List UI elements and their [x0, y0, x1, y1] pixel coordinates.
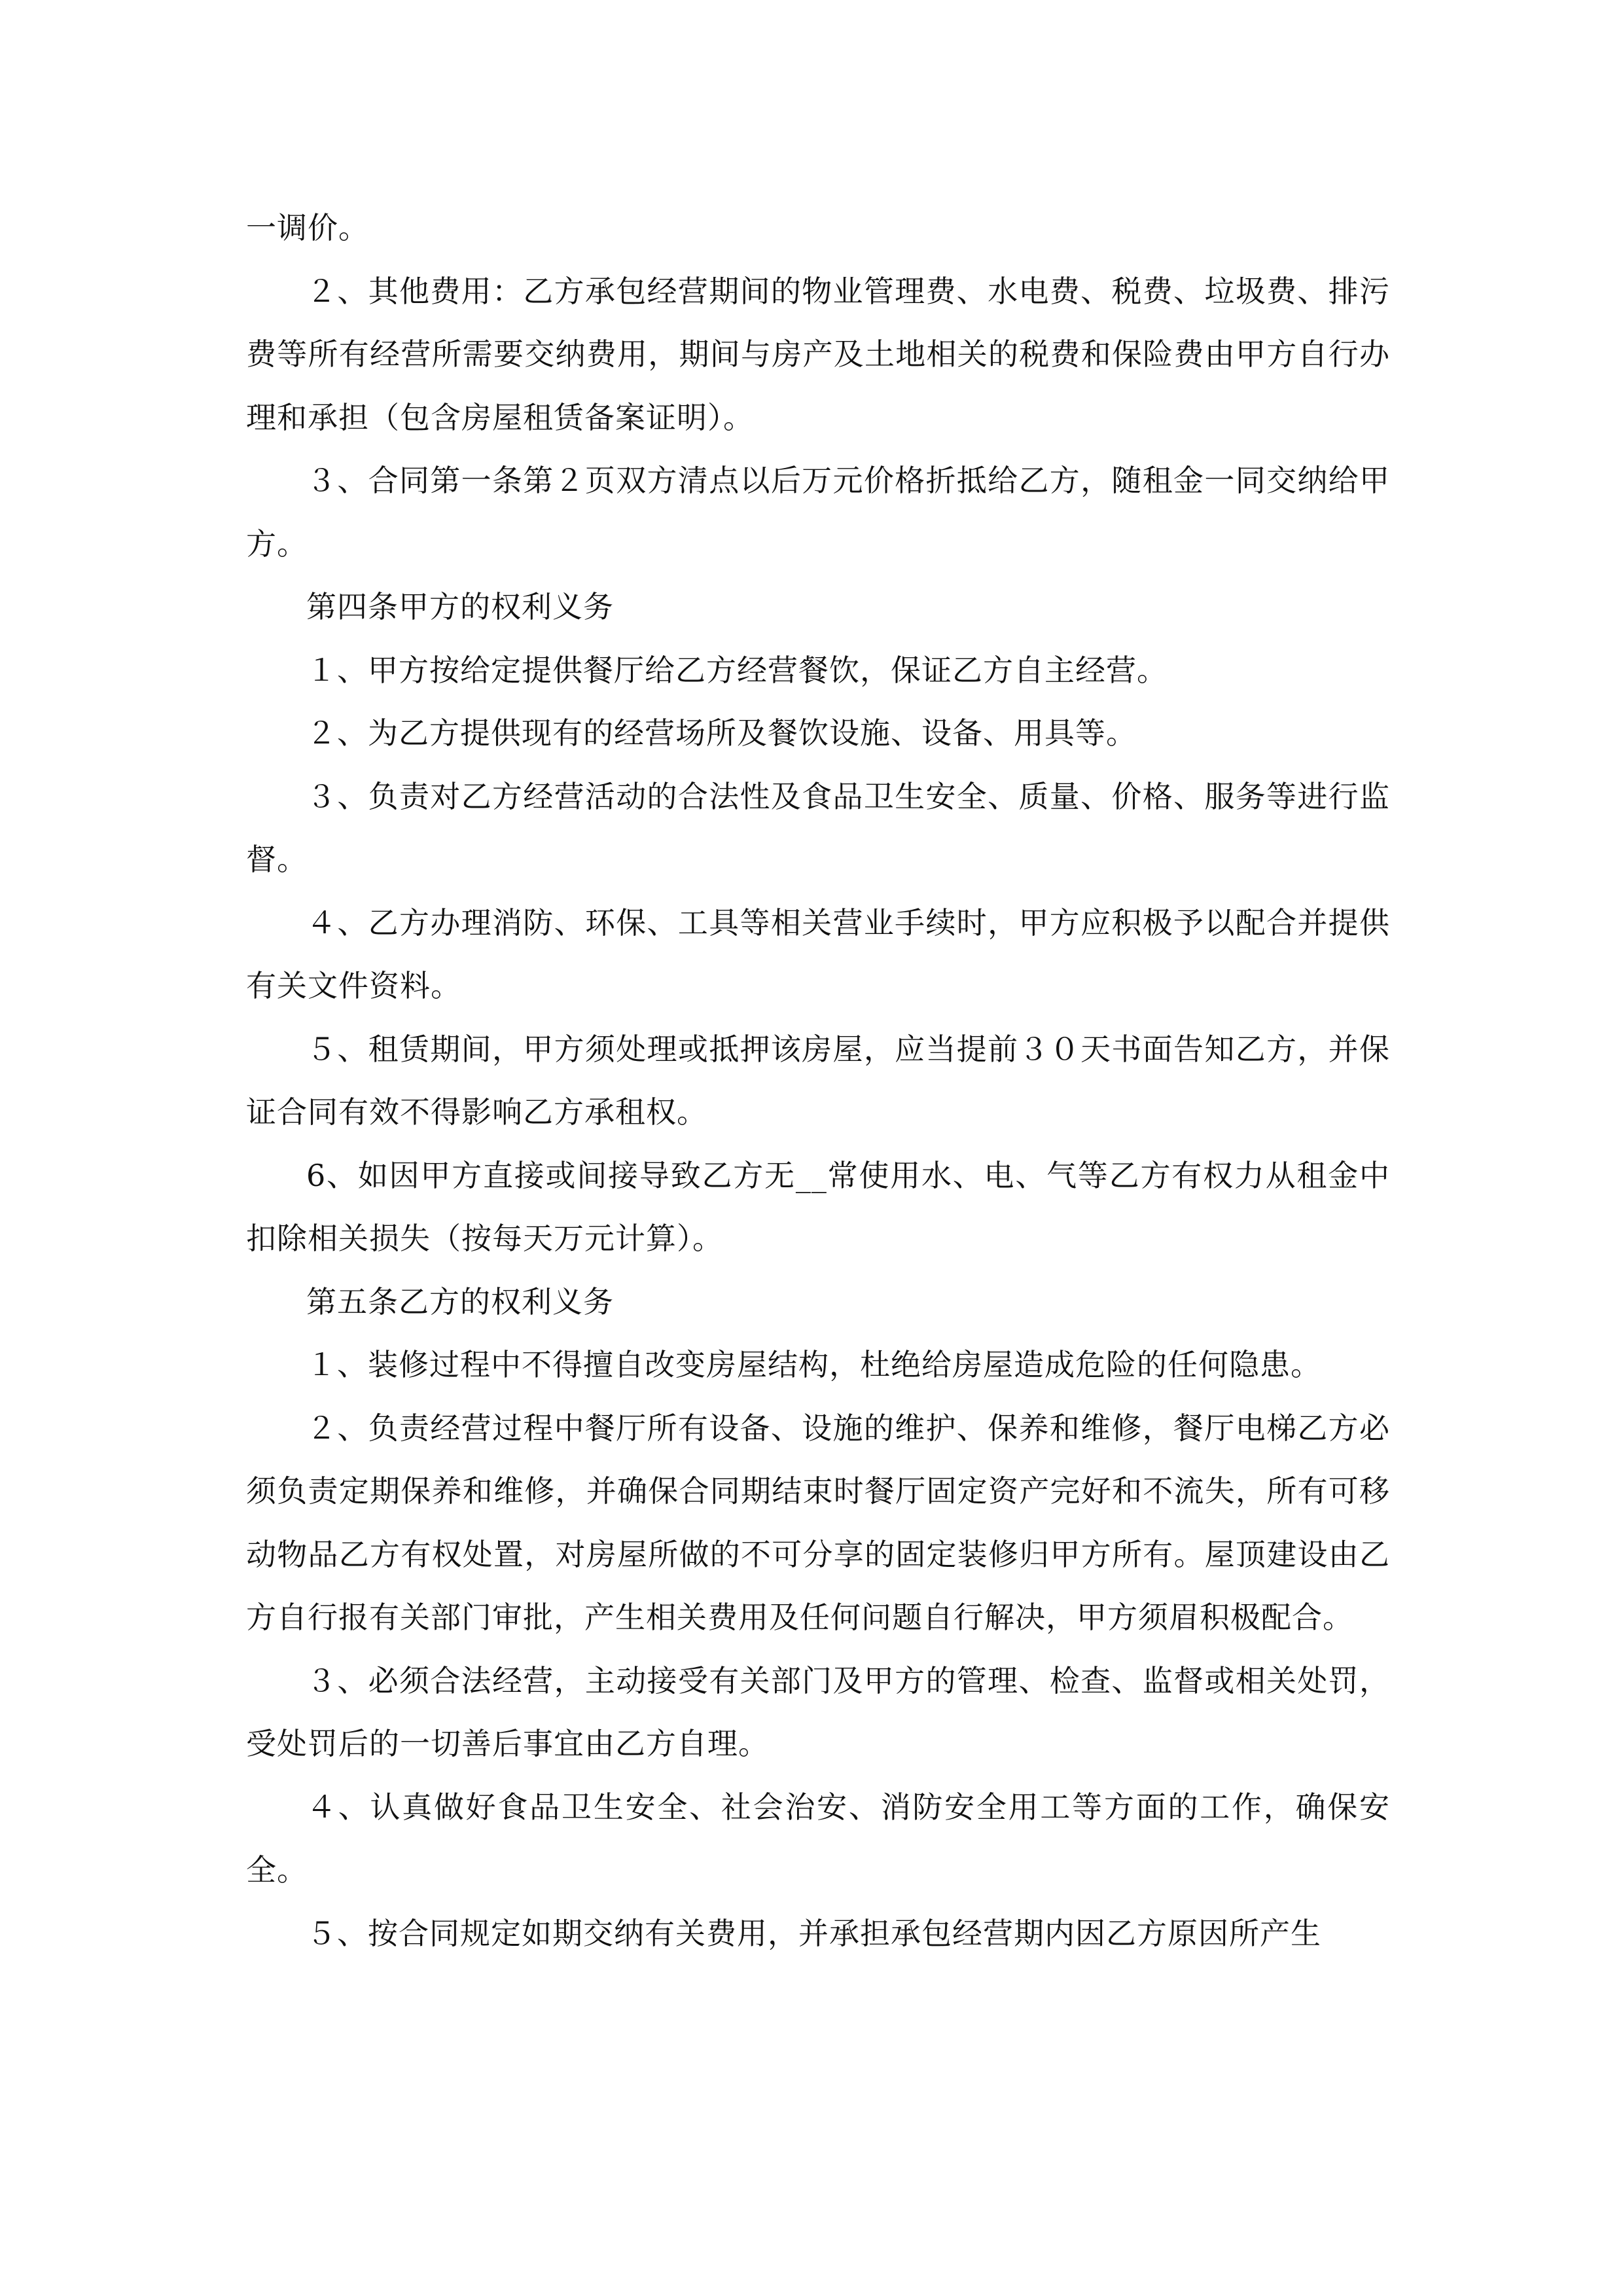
- clause-item: 6、如因甲方直接或间接导致乙方无__常使用水、电、气等乙方有权力从租金中扣除相关损失（按每天万元计算）。: [246, 1157, 1390, 1256]
- clause-item: ３、必须合法经营，主动接受有关部门及甲方的管理、检查、监督或相关处罚，受处罚后的一切善后事宜由乙方自理。: [246, 1662, 1390, 1761]
- clause-item: ４、乙方办理消防、环保、工具等相关营业手续时，甲方应积极予以配合并提供有关文件资料。: [246, 905, 1390, 1003]
- clause-item: ５、租赁期间，甲方须处理或抵押该房屋，应当提前３０天书面告知乙方，并保证合同有效不得影响乙方承租权。: [246, 1031, 1390, 1130]
- clause-item: ４、认真做好食品卫生安全、社会治安、消防安全用工等方面的工作，确保安全。: [246, 1789, 1390, 1888]
- clause-item: １、装修过程中不得擅自改变房屋结构，杜绝给房屋造成危险的任何隐患。: [306, 1347, 1321, 1382]
- paragraph-continuation: 一调价。: [246, 210, 369, 245]
- section-heading: 第五条乙方的权利义务: [306, 1283, 614, 1319]
- clause-item: ３、负责对乙方经营活动的合法性及食品卫生安全、质量、价格、服务等进行监督。: [246, 778, 1390, 877]
- clause-item: ２、其他费用：乙方承包经营期间的物业管理费、水电费、税费、垃圾费、排污费等所有经营所需要交纳费用，期间与房产及土地相关的税费和保险费由甲方自行办理和承担（包含房屋租赁备案证明）。: [246, 273, 1390, 435]
- clause-item: ２、负责经营过程中餐厅所有设备、设施的维护、保养和维修，餐厅电梯乙方必须负责定期保养和维修，并确保合同期结束时餐厅固定资产完好和不流失，所有可移动物品乙方有权处置，对房屋所做的不可分享的固定装修归甲方所有。屋顶建设由乙方自行报有关部门审批，产生相关费用及任何问题自行解决，甲方须眉积极配合。: [246, 1410, 1390, 1635]
- clause-item: ２、为乙方提供现有的经营场所及餐饮设施、设备、用具等。: [306, 715, 1137, 751]
- clause-item: ３、合同第一条第２页双方清点以后万元价格折抵给乙方，随租金一同交纳给甲方。: [246, 463, 1390, 562]
- section-heading: 第四条甲方的权利义务: [306, 589, 614, 624]
- clause-item: １、甲方按给定提供餐厅给乙方经营餐饮，保证乙方自主经营。: [306, 652, 1168, 688]
- document-body: [246, 196, 1390, 1965]
- clause-item: ５、按合同规定如期交纳有关费用，并承担承包经营期内因乙方原因所产生: [306, 1915, 1321, 1951]
